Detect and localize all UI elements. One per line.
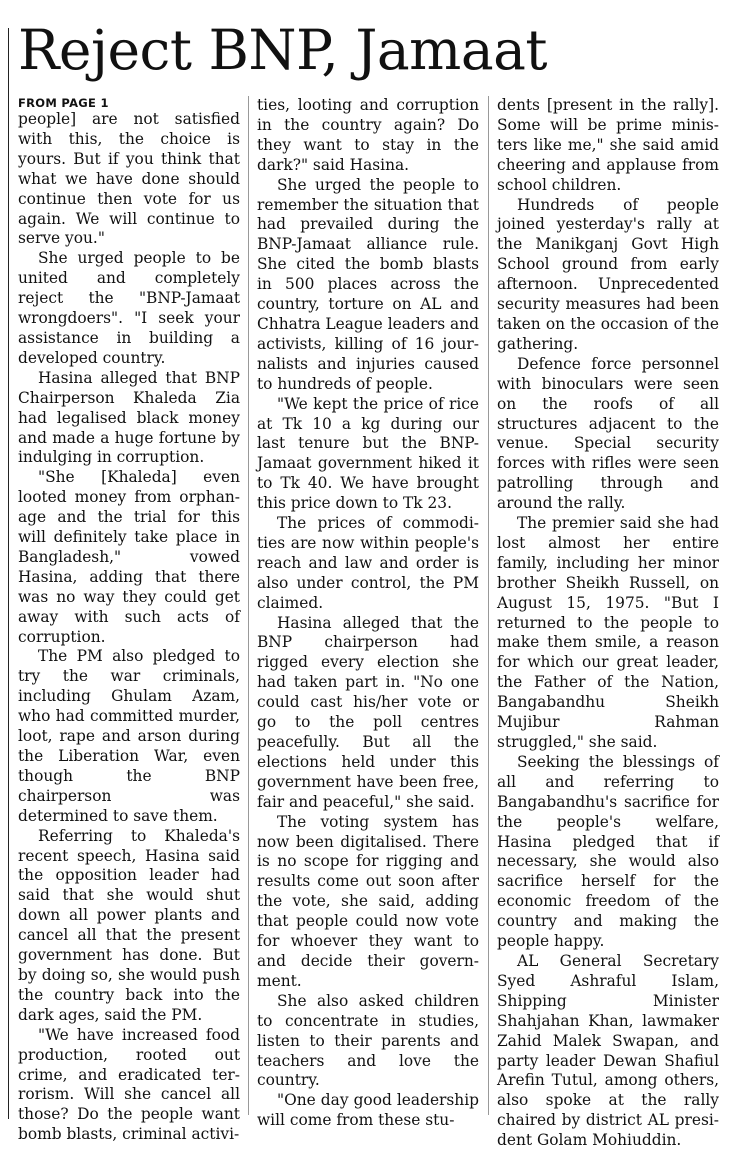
paragraph: The PM also pledged to try the war criminals, including Ghulam Azam, who had committed murder, loot, rape and arson during the Liberation War, even though the BNP chairperson was determined to save them. xyxy=(18,647,240,825)
paragraph: Seeking the blessings of all and referring to Bangabandhu's sacrifice for the people's welfare, Hasina pledged that if necessary, she would also sacrifice herself for the economic freedom of the country and making the people happy. xyxy=(497,752,719,951)
article-column-3 xyxy=(497,96,719,1150)
paragraph: She also asked children to concentrate in studies, listen to their parents and teachers and love the country. xyxy=(257,991,479,1090)
paragraph: "One day good leadership will come from these stu- xyxy=(257,1091,479,1130)
paragraph: people] are not satisfied with this, the choice is yours. But if you think that what we have done should continue then vote for us again. We will continue to serve you." xyxy=(18,110,240,248)
paragraph: "We have increased food production, rooted out crime, and eradicated terrorism. Will she cancel all those? Do the people want bomb blasts, criminal activi- xyxy=(18,1025,240,1144)
paragraph: The voting system has now been digitalised. There is no scope for rigging and results come out soon after the vote, she said, adding that people could now vote for whoever they want to and decide their government. xyxy=(257,812,479,990)
paragraph: Hasina alleged that the BNP chairperson had rigged every election she had taken part in. "No one could cast his/her vote or go to the poll centres peacefully. But all the elections held under this government have been free, fair and peaceful," she said. xyxy=(257,613,479,811)
paragraph: Hasina alleged that BNP Chairperson Khaleda Zia had legalised black money and made a huge fortune by indulging in corruption. xyxy=(18,368,240,467)
paragraph: Referring to Khaleda's recent speech, Hasina said the opposition leader had said that she would shut down all power plants and cancel all that the present government has done. But by doing so, she would push the country back into the dark ages, said the PM. xyxy=(18,826,240,1024)
continuation-kicker: FROM PAGE 1 xyxy=(18,96,109,110)
article-column-1 xyxy=(18,96,240,1144)
article-column-2 xyxy=(257,96,479,1130)
paragraph: ties, looting and corruption in the country again? Do they want to stay in the dark?" said Hasina. xyxy=(257,96,479,174)
headline: Reject BNP, Jamaat xyxy=(18,18,547,82)
left-column-rule xyxy=(8,28,9,1119)
column-divider-1 xyxy=(248,96,249,1115)
paragraph: AL General Secretary Syed Ashraful Islam, Shipping Minister Shahjahan Khan, lawmaker Zahid Malek Swapan, and party leader Dewan Shafiul Arefin Tutul, among others, also spoke at the rally chaired by district AL president Golam Mohiuddin. xyxy=(497,951,719,1150)
paragraph: "She [Khaleda] even looted money from orphanage and the trial for this will definitely take place in Bangladesh," vowed Hasina, adding that there was no way they could get away with such acts of corruption. xyxy=(18,468,240,646)
paragraph: The premier said she had lost almost her entire family, including her minor brother Sheikh Russell, on August 15, 1975. "But I returned to the people to make them smile, a reason for which our great leader, the Father of the Nation, Bangabandhu Sheikh Mujibur Rahman struggled," she said. xyxy=(497,514,719,751)
paragraph: "We kept the price of rice at Tk 10 a kg during our last tenure but the BNP-Jamaat government hiked it to Tk 40. We have brought this price down to Tk 23. xyxy=(257,394,479,513)
paragraph: Defence force personnel with binoculars were seen on the roofs of all structures adjacent to the venue. Special security forces with rifles were seen patrolling through and around the rally. xyxy=(497,354,719,513)
paragraph: She urged people to be united and completely reject the "BNP-Jamaat wrongdoers". "I seek your assistance in building a developed country. xyxy=(18,249,240,367)
column-divider-2 xyxy=(488,96,489,1115)
paragraph: The prices of commodities are now within people's reach and law and order is also under control, the PM claimed. xyxy=(257,514,479,612)
paragraph: She urged the people to remember the situation that had prevailed during the BNP-Jamaat alliance rule. She cited the bomb blasts in 500 places across the country, torture on AL and Chhatra League leaders and activists, killing of 16 journalists and injuries caused to hundreds of people. xyxy=(257,175,479,393)
paragraph: dents [present in the rally]. Some will be prime ministers like me," she said amid cheering and applause from school children. xyxy=(497,96,719,194)
paragraph: Hundreds of people joined yesterday's rally at the Manikganj Govt High School ground from early afternoon. Unprecedented security measures had been taken on the occasion of the gathering. xyxy=(497,195,719,353)
